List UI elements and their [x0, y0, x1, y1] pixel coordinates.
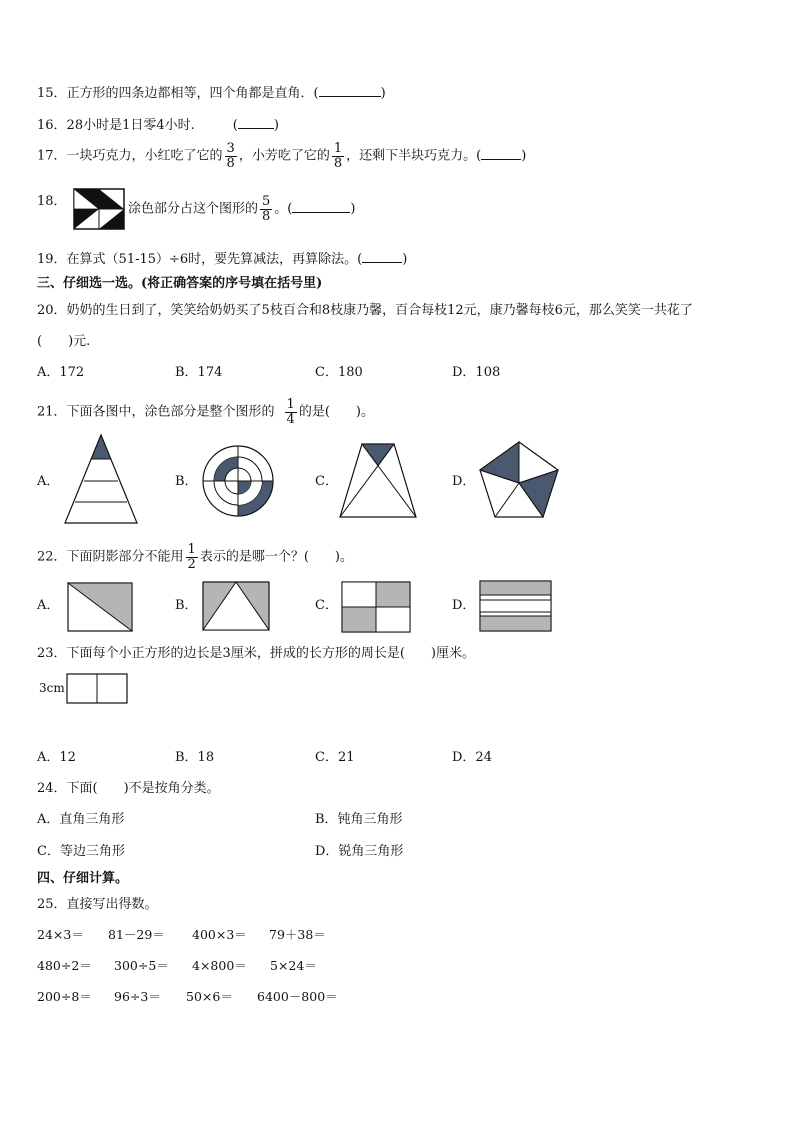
option-20-a[interactable]: A．172	[37, 365, 85, 380]
question-16-text: 16．28小时是1日零4小时.	[37, 118, 195, 133]
fraction-1-4: $\frac{1}{4}$	[286, 397, 295, 427]
option-22-d-label[interactable]: D．	[452, 598, 476, 613]
calc-item: 5×24＝	[270, 958, 317, 973]
question-25: 25．直接写出得数。	[37, 897, 158, 912]
option-21-b-rings[interactable]	[201, 444, 275, 518]
option-21-d-pentagon[interactable]	[478, 441, 560, 519]
answer-blank-17[interactable]	[481, 148, 521, 160]
option-24-c[interactable]: C．等边三角形	[37, 844, 125, 859]
question-18: 18．	[37, 194, 67, 209]
question-18-text: 涂色部分占这个图形的 $\frac{5}{8}$ 。( )	[128, 194, 356, 224]
option-21-a-triangle[interactable]	[64, 434, 138, 524]
calc-item: 300÷5＝	[114, 958, 169, 973]
option-21-d-label[interactable]: D．	[452, 474, 476, 489]
option-21-c-trapezoid[interactable]	[339, 443, 417, 518]
answer-blank-18[interactable]	[292, 201, 350, 213]
option-21-c-label[interactable]: C．	[315, 474, 338, 489]
calc-item: 24×3＝	[37, 927, 84, 942]
calc-item: 400×3＝	[192, 927, 247, 942]
calc-item: 4×800＝	[192, 958, 247, 973]
option-22-a-label[interactable]: A．	[37, 598, 60, 613]
unit-length-label: 3cm	[39, 681, 65, 695]
shaded-square-figure	[73, 188, 125, 230]
option-20-b[interactable]: B．174	[175, 365, 223, 380]
option-20-c[interactable]: C．180	[315, 365, 363, 380]
option-24-b[interactable]: B．钝角三角形	[315, 812, 403, 827]
question-19: 19．在算式（51-15）÷6时，要先算减法，再算除法。( )	[37, 252, 408, 267]
question-20-line2: ( )元.	[37, 334, 91, 349]
calc-item: 6400－800＝	[257, 989, 338, 1004]
fraction-5-8: $\frac{5}{8}$	[262, 194, 271, 224]
question-17: 17．一块巧克力，小红吃了它的 $\frac{3}{8}$ ，小芳吃了它的 $\frac{1}{8}$ ，还剩下半块巧克力。( )	[37, 141, 527, 171]
calc-item: 200÷8＝	[37, 989, 92, 1004]
option-22-b-rectangle[interactable]	[202, 581, 270, 631]
option-24-d[interactable]: D．锐角三角形	[315, 844, 404, 859]
question-15: 15．正方形的四条边都相等，四个角都是直角．( )	[37, 86, 386, 101]
calc-item: 81－29＝	[108, 927, 165, 942]
calc-item: 50×6＝	[186, 989, 233, 1004]
question-20-line1: 20．奶奶的生日到了，笑笑给奶奶买了5枝百合和8枝康乃馨，百合每枝12元，康乃馨每枝6元，那么笑笑一共花了	[37, 303, 693, 318]
option-23-b[interactable]: B．18	[175, 750, 215, 765]
question-23: 23．下面每个小正方形的边长是3厘米，拼成的长方形的周长是( )厘米。	[37, 646, 475, 661]
option-22-b-label[interactable]: B．	[175, 598, 198, 613]
calc-item: 96÷3＝	[114, 989, 161, 1004]
option-23-c[interactable]: C．21	[315, 750, 355, 765]
option-20-d[interactable]: D．108	[452, 365, 501, 380]
option-22-d-rectangle[interactable]	[479, 580, 552, 632]
option-21-a-label[interactable]: A．	[37, 474, 60, 489]
fraction-1-2: $\frac{1}{2}$	[187, 542, 196, 572]
option-22-c-label[interactable]: C．	[315, 598, 338, 613]
question-15-text: 15．正方形的四条边都相等，四个角都是直角．(	[37, 86, 319, 101]
option-22-c-rectangle[interactable]	[341, 581, 411, 633]
fraction-3-8: $\frac{3}{8}$	[226, 141, 235, 171]
section-3-title: 三、仔细选一选。(将正确答案的序号填在括号里)	[37, 276, 323, 291]
option-24-a[interactable]: A．直角三角形	[37, 812, 125, 827]
fraction-1-8: $\frac{1}{8}$	[333, 141, 343, 171]
question-16: 16．28小时是1日零4小时. ( )	[37, 118, 279, 133]
question-22: 22．下面阴影部分不能用 $\frac{1}{2}$ 表示的是哪一个？( )。	[37, 542, 353, 572]
answer-blank-15[interactable]	[319, 85, 381, 97]
answer-blank-16[interactable]	[238, 117, 274, 129]
option-22-a-rectangle[interactable]	[67, 582, 133, 632]
option-21-b-label[interactable]: B．	[175, 474, 198, 489]
calc-item: 480÷2＝	[37, 958, 92, 973]
two-squares-rectangle	[66, 673, 128, 704]
answer-blank-19[interactable]	[362, 251, 402, 263]
question-24: 24．下面( )不是按角分类。	[37, 781, 220, 796]
calc-item: 79＋38＝	[269, 927, 326, 942]
section-4-title: 四、仔细计算。	[37, 871, 129, 886]
option-23-d[interactable]: D．24	[452, 750, 492, 765]
option-23-a[interactable]: A．12	[37, 750, 76, 765]
question-21: 21．下面各图中，涂色部分是整个图形的 $\frac{1}{4}$ 的是( )。	[37, 397, 374, 427]
